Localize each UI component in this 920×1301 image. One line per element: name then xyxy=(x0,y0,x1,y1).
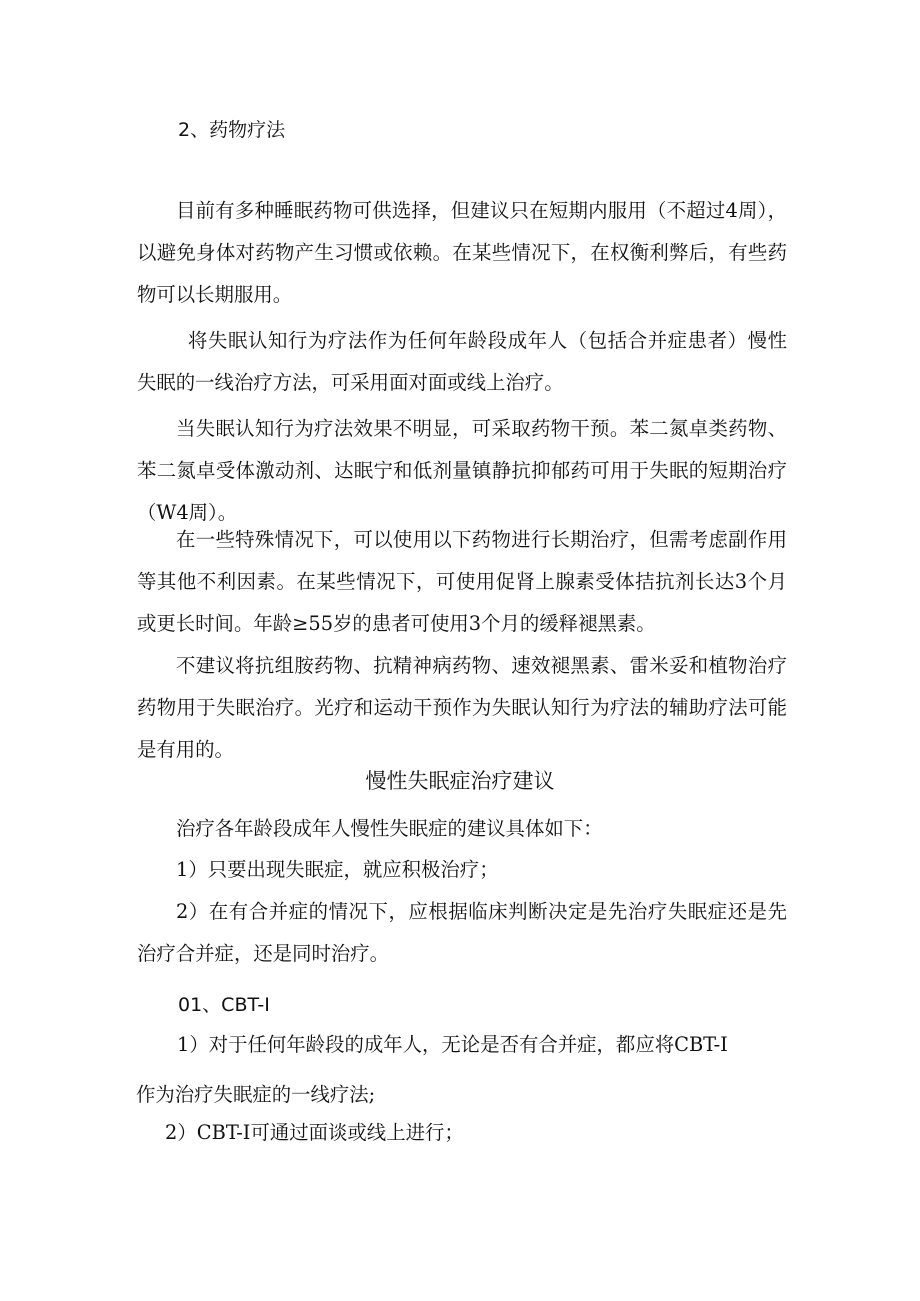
paragraph-drug-intervention: 当失眠认知行为疗法效果不明显，可采取药物干预。苯二氮卓类药物、苯二氮卓受体激动剂、达眠宁和低剂量镇静抗抑郁药可用于失眠的短期治疗（W4周）。 xyxy=(137,417,787,524)
list-item-2: 2）在有合并症的情况下，应根据临床判断决定是先治疗失眠症还是先治疗合并症，还是同时治疗。 xyxy=(137,900,787,965)
paragraph-long-term-treatment: 在一些特殊情况下，可以使用以下药物进行长期治疗，但需考虑副作用等其他不利因素。在某些情况下，可使用促肾上腺素受体拮抗剂长达3个月或更长时间。年龄≥55岁的患者可使用3个月的缓释褪黑素。 xyxy=(137,528,787,635)
section-heading-medication: 2、药物疗法 xyxy=(178,119,286,141)
paragraph-intro: 治疗各年龄段成年人慢性失眠症的建议具体如下： xyxy=(176,817,603,840)
cbt-item-2: 2）CBT-I可通过面谈或线上进行； xyxy=(165,1121,464,1144)
paragraph-not-recommended: 不建议将抗组胺药物、抗精神病药物、速效褪黑素、雷米妥和植物治疗药物用于失眠治疗。光疗和运动干预作为失眠认知行为疗法的辅助疗法可能是有用的。 xyxy=(137,654,787,761)
subheading-cbt-i: 01、CBT-I xyxy=(178,994,270,1016)
list-item-1: 1）只要出现失眠症，就应积极治疗； xyxy=(176,858,499,881)
section-title-chronic-insomnia: 慢性失眠症治疗建议 xyxy=(365,769,555,793)
paragraph-cbt-first-line: 将失眠认知行为疗法作为任何年龄段成年人（包括合并症患者）慢性失眠的一线治疗方法，可采用面对面或线上治疗。 xyxy=(137,329,787,394)
paragraph-sleep-drugs: 目前有多种睡眠药物可供选择，但建议只在短期内服用（不超过4周），以避免身体对药物产生习惯或依赖。在某些情况下，在权衡利弊后，有些药物可以长期服用。 xyxy=(137,199,787,306)
cbt-item-1-line-2: 作为治疗失眠症的一线疗法; xyxy=(136,1083,376,1106)
cbt-item-1-line-1: 1）对于任何年龄段的成年人，无论是否有合并症，都应将CBT-I xyxy=(177,1033,728,1056)
